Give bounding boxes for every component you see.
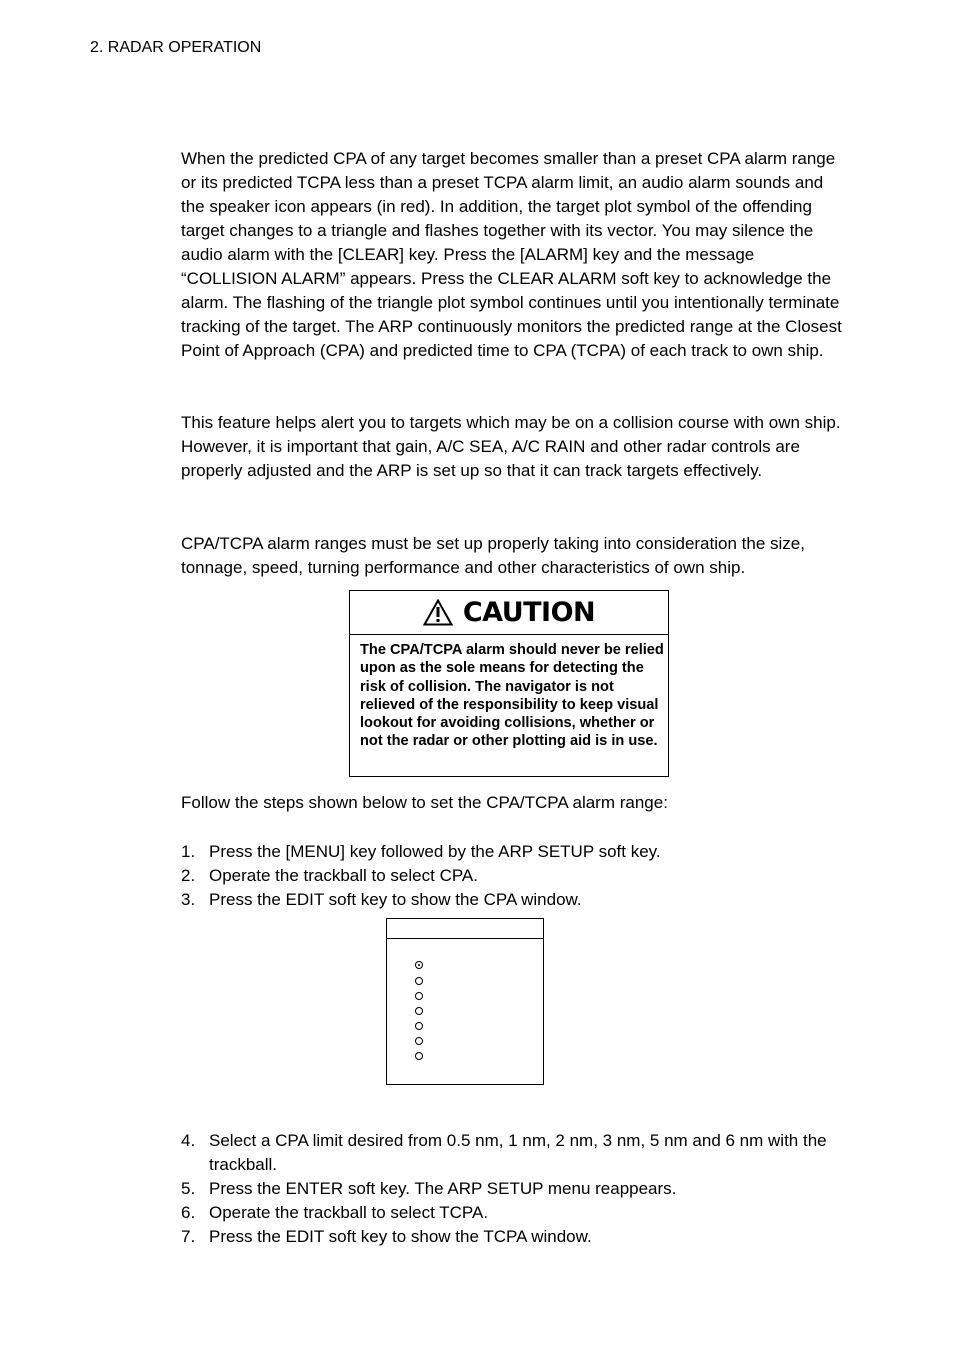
paragraph-setup-note: CPA/TCPA alarm ranges must be set up properly taking into consideration the size, tonnage, speed, turning performance and other characteristics of own ship. <box>181 534 805 577</box>
paragraph-steps-intro: Follow the steps shown below to set the CPA/TCPA alarm range: <box>181 793 668 812</box>
caution-title: CAUTION <box>462 597 596 628</box>
section-header: 2. RADAR OPERATION <box>90 39 262 56</box>
warning-triangle-icon <box>423 599 453 626</box>
list-item <box>181 1177 851 1201</box>
list-item <box>181 1201 851 1225</box>
step-text: Press the EDIT soft key to show the TCPA window. <box>209 1227 592 1246</box>
paragraph-collision-alarm: When the predicted CPA of any target becomes smaller than a preset CPA alarm range or its predicted TCPA less than a preset TCPA alarm limit, an audio alarm sounds and the speaker icon appears (in red). In addition, the target plot symbol of the offending target changes to a triangle and flashes together with its vector. You may silence the audio alarm with the [CLEAR] key. Press the [ALARM] key and the message “COLLISION ALARM” appears. Press the CLEAR ALARM soft key to acknowledge the alarm. The flashing of the triangle plot symbol continues until you intentionally terminate tracking of the target. The ARP continuously monitors the predicted range at the Closest Point of Approach (CPA) and predicted time to CPA (TCPA) of each track to own ship. <box>181 149 842 360</box>
caution-text: The CPA/TCPA alarm should never be relied upon as the sole means for detecting the risk of collision. The navigator is not relieved of the responsibility to keep visual lookout for avoiding collisions, whether or not the radar or other plotting aid is in use. <box>360 642 664 750</box>
cpa-option-radio[interactable] <box>415 992 423 1000</box>
step-text: Press the ENTER soft key. The ARP SETUP menu reappears. <box>209 1179 677 1198</box>
cpa-window <box>386 918 544 1085</box>
cpa-option-radio[interactable] <box>415 1037 423 1045</box>
paragraph-feature-note: This feature helps alert you to targets which may be on a collision course with own ship. However, it is important that gain, A/C SEA, A/C RAIN and other radar controls are properly adjusted and the ARP is set up so that it can track targets effectively. <box>181 413 841 480</box>
cpa-option-radio[interactable] <box>415 1052 423 1060</box>
step-text: Press the [MENU] key followed by the ARP SETUP soft key. <box>209 842 661 861</box>
step-number: 1. <box>181 842 196 861</box>
cpa-option-radio[interactable] <box>415 977 423 985</box>
caution-header <box>350 591 668 635</box>
cpa-option-radio[interactable] <box>415 961 423 969</box>
steps-list-2 <box>181 1129 851 1249</box>
list-item <box>181 840 851 864</box>
step-number: 2. <box>181 866 196 885</box>
step-text: Press the EDIT soft key to show the CPA window. <box>209 890 582 909</box>
step-text: Operate the trackball to select TCPA. <box>209 1203 489 1222</box>
list-item <box>181 888 851 912</box>
caution-box <box>349 590 669 777</box>
step-number: 3. <box>181 890 196 909</box>
step-number: 6. <box>181 1203 196 1222</box>
steps-list-1 <box>181 840 851 912</box>
cpa-option-radio[interactable] <box>415 1007 423 1015</box>
list-item <box>181 1129 851 1177</box>
list-item <box>181 1225 851 1249</box>
cpa-window-titlebar <box>387 919 543 939</box>
step-number: 7. <box>181 1227 196 1246</box>
step-text: Operate the trackball to select CPA. <box>209 866 478 885</box>
cpa-option-radio[interactable] <box>415 1022 423 1030</box>
step-number: 4. <box>181 1131 196 1150</box>
list-item <box>181 864 851 888</box>
step-text: Select a CPA limit desired from 0.5 nm, 1 nm, 2 nm, 3 nm, 5 nm and 6 nm with the trackball. <box>209 1131 827 1174</box>
step-number: 5. <box>181 1179 196 1198</box>
